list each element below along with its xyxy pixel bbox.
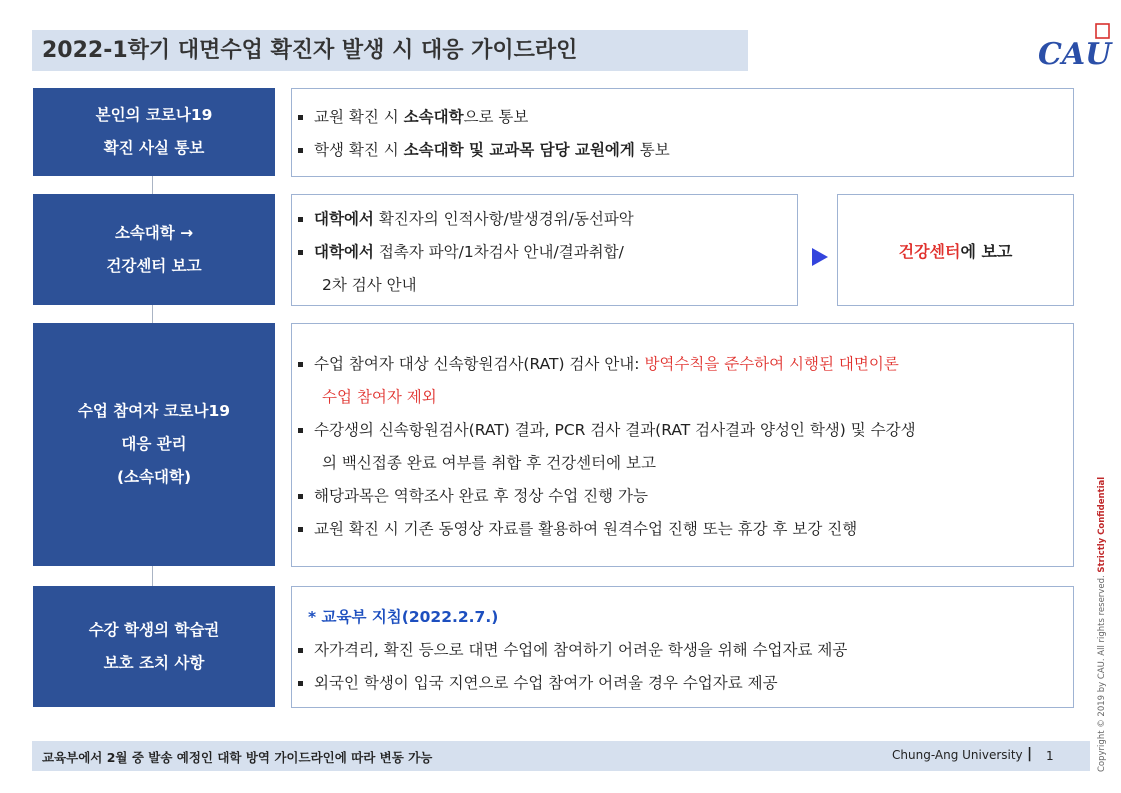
- bullet-item: 교원 확진 시 기존 동영상 자료를 활용하여 원격수업 진행 또는 휴강 후 보강 진행: [292, 513, 1073, 546]
- step-label-line: 대응 관리: [121, 435, 187, 453]
- strictly-confidential: Strictly Confidential: [1097, 476, 1107, 573]
- bullet-continuation: 2차 검사 안내: [322, 276, 417, 294]
- bullet-item: 해당과목은 역학조사 완료 후 정상 수업 진행 가능: [292, 480, 1073, 513]
- bullet-item: 대학에서 접촉자 파악/1차검사 안내/결과취합/: [292, 236, 797, 269]
- report-text: 건강센터에 보고: [898, 241, 1013, 261]
- step-label-line: 보호 조치 사항: [103, 653, 205, 672]
- bullet-item: 자가격리, 확진 등으로 대면 수업에 참여하기 어려운 학생을 위해 수업자료 제공: [292, 634, 1073, 667]
- guideline-heading: * 교육부 지침(2022.2.7.): [308, 608, 499, 626]
- footer-separator: |: [1027, 746, 1033, 762]
- page-title: 2022-1학기 대면수업 확진자 발생 시 대응 가이드라인: [42, 38, 578, 63]
- step-content-management: [291, 323, 1074, 567]
- step-label-line: 확진 사실 통보: [103, 139, 205, 157]
- step-label-line: 본인의 코로나19: [95, 106, 213, 124]
- step-label-notify: [33, 88, 275, 176]
- step-label-line: 수업 참여자 코로나19: [77, 402, 231, 420]
- copyright-notice: Copyright © 2019 by CAU. All rights reserved. Strictly Confidential: [1097, 476, 1107, 772]
- page-number: 1: [1046, 749, 1054, 763]
- step-label-management: [33, 323, 275, 566]
- connector-line: [152, 176, 153, 194]
- bullet-continuation: 수업 참여자 제외: [322, 388, 437, 406]
- step-label-line: 수강 학생의 학습권: [88, 620, 220, 639]
- bullet-item: 외국인 학생이 입국 지연으로 수업 참여가 어려울 경우 수업자료 제공: [292, 667, 1073, 700]
- logo-red-box: [1096, 24, 1109, 38]
- cau-logo: [1036, 22, 1114, 74]
- step-content-report: [291, 194, 798, 306]
- step-label-report: [33, 194, 275, 305]
- bullet-item: 수업 참여자 대상 신속항원검사(RAT) 검사 안내: 방역수칙을 준수하여 시행된 대면이론: [292, 348, 1073, 381]
- logo-text: CAU: [1038, 37, 1112, 72]
- bullet-item: 교원 확진 시 소속대학으로 통보: [292, 101, 1073, 134]
- step-label-protection: [33, 586, 275, 707]
- step-label-line: 건강센터 보고: [106, 256, 202, 275]
- arrow-right-icon: [812, 248, 828, 266]
- footer-note: 교육부에서 2월 중 발송 예정인 대학 방역 가이드라인에 따라 변동 가능: [42, 750, 433, 765]
- footer-bar: [32, 741, 1090, 771]
- connector-line: [152, 566, 153, 586]
- step-content-protection: [291, 586, 1074, 708]
- bullet-continuation: 의 백신접종 완료 여부를 취합 후 건강센터에 보고: [322, 454, 656, 472]
- health-center-report-box: [837, 194, 1074, 306]
- bullet-item: 대학에서 확진자의 인적사항/발생경위/동선파악: [292, 203, 797, 236]
- step-content-notify: [291, 88, 1074, 177]
- bullet-item: 수강생의 신속항원검사(RAT) 결과, PCR 검사 결과(RAT 검사결과 양성인 학생) 및 수강생: [292, 414, 1073, 447]
- step-label-line: 소속대학 →: [114, 223, 194, 242]
- footer-university: Chung-Ang University: [892, 748, 1023, 762]
- connector-line: [152, 305, 153, 323]
- bullet-item: 학생 확진 시 소속대학 및 교과목 담당 교원에게 통보: [292, 134, 1073, 167]
- step-label-line: (소속대학): [116, 468, 192, 486]
- title-bar: [32, 30, 748, 71]
